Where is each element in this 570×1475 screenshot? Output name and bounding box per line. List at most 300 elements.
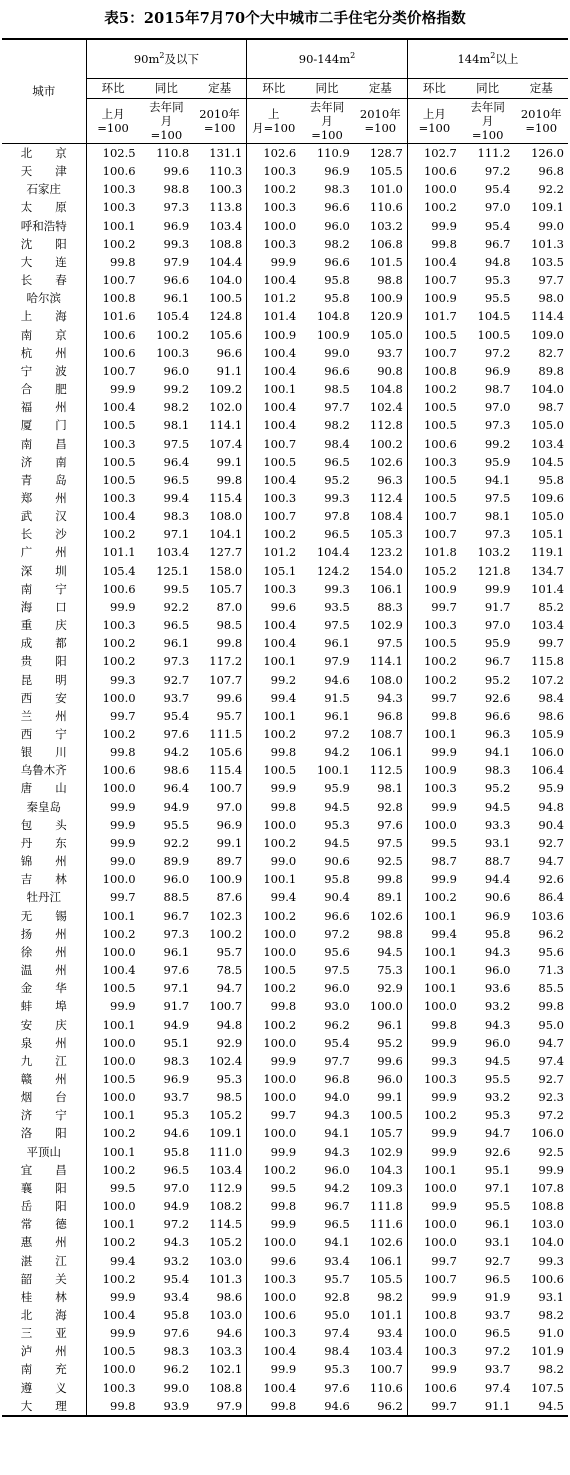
- index-value: 100.0: [247, 1088, 301, 1106]
- index-value: 95.4: [163, 708, 190, 723]
- index-value: 107.4: [209, 436, 243, 451]
- sub-header-mom: 环比: [407, 79, 461, 99]
- table-row: [2, 307, 568, 325]
- city-name: 三 亚: [20, 1326, 67, 1341]
- index-value: 94.6: [216, 1326, 243, 1341]
- index-value: 94.2: [324, 745, 350, 760]
- index-value: 100.5: [369, 1108, 403, 1123]
- index-value: 98.6: [538, 708, 564, 723]
- index-value: 100.7: [86, 271, 140, 289]
- index-value: 99.7: [407, 689, 461, 707]
- index-value: 100.5: [407, 489, 461, 507]
- index-value: 104.8: [316, 309, 350, 324]
- index-value: 99.9: [407, 1197, 461, 1215]
- table-row: [2, 580, 568, 598]
- table-row: [2, 471, 568, 489]
- index-value: 94.5: [377, 944, 403, 959]
- index-value: 94.8: [484, 254, 511, 269]
- table-row: [2, 289, 568, 307]
- index-value: 104.1: [209, 527, 243, 542]
- index-value: 104.4: [209, 254, 243, 269]
- index-value: 96.6: [324, 908, 350, 923]
- index-value: 97.6: [163, 727, 190, 741]
- index-value: 100.0: [407, 997, 461, 1015]
- table-row: [2, 1143, 568, 1161]
- index-value: 95.2: [484, 781, 511, 796]
- index-value: 99.3: [407, 1052, 461, 1070]
- index-value: 100.0: [247, 217, 301, 235]
- index-value: 93.7: [163, 1090, 190, 1105]
- index-value: 82.7: [538, 345, 564, 360]
- city-name: 兰 州: [20, 708, 67, 723]
- index-value: 117.2: [209, 654, 243, 669]
- index-value: 100.0: [86, 943, 140, 961]
- index-value: 115.4: [209, 490, 243, 505]
- index-value: 104.5: [531, 454, 564, 469]
- index-value: 91.0: [538, 1326, 564, 1341]
- index-value: 100.9: [407, 580, 461, 598]
- index-value: 96.3: [484, 727, 511, 741]
- city-name: 上 海: [20, 309, 67, 324]
- index-value: 99.9: [407, 1143, 461, 1161]
- index-value: 98.0: [538, 291, 564, 306]
- index-value: 100.1: [316, 763, 350, 778]
- table-row: [2, 598, 568, 616]
- index-value: 120.9: [369, 309, 403, 324]
- index-value: 98.1: [163, 418, 190, 433]
- index-value: 94.9: [163, 1199, 190, 1214]
- city-name: 西 安: [20, 690, 67, 705]
- index-value: 97.5: [377, 835, 403, 850]
- index-value: 92.8: [377, 799, 403, 814]
- city-name: 合 肥: [20, 382, 67, 397]
- index-value: 100.6: [86, 580, 140, 598]
- index-value: 102.5: [86, 144, 140, 163]
- table-row: [2, 852, 568, 870]
- table-body: [2, 144, 568, 1416]
- index-value: 99.8: [538, 999, 564, 1014]
- index-value: 100.9: [316, 327, 350, 342]
- index-value: 78.5: [216, 963, 243, 978]
- index-value: 128.7: [369, 146, 403, 160]
- index-value: 101.2: [247, 543, 301, 561]
- index-value: 92.7: [484, 1253, 511, 1268]
- index-value: 100.4: [247, 398, 301, 416]
- index-value: 99.9: [86, 997, 140, 1015]
- index-value: 101.3: [531, 236, 564, 251]
- index-value: 93.9: [140, 1397, 194, 1416]
- index-value: 99.6: [377, 1053, 403, 1068]
- index-value: 93.2: [484, 999, 511, 1014]
- index-value: 94.1: [484, 472, 511, 487]
- city-name: 遵 义: [20, 1380, 67, 1395]
- index-value: 109.0: [531, 327, 564, 342]
- table-row: [2, 834, 568, 852]
- index-value: 105.0: [369, 327, 403, 342]
- index-value: 93.2: [484, 1090, 511, 1105]
- index-value: 100.4: [247, 1379, 301, 1397]
- index-value: 99.4: [247, 888, 301, 906]
- city-name: 安 庆: [20, 1017, 67, 1032]
- index-value: 92.5: [538, 1144, 564, 1159]
- index-value: 103.0: [531, 1217, 564, 1232]
- index-value: 100.0: [407, 1179, 461, 1197]
- index-value: 114.1: [209, 418, 243, 433]
- table-row: [2, 1215, 568, 1233]
- index-value: 105.2: [209, 1108, 243, 1123]
- index-value: 94.7: [538, 854, 564, 869]
- city-name: 西 宁: [20, 727, 67, 741]
- index-value: 98.4: [324, 436, 350, 451]
- index-value: 99.9: [407, 1360, 461, 1378]
- city-name: 南 昌: [20, 436, 67, 451]
- index-value: 96.0: [163, 872, 190, 887]
- index-value: 94.3: [163, 1235, 190, 1250]
- index-value: 102.6: [369, 1235, 403, 1250]
- index-value: 154.0: [369, 563, 403, 578]
- index-value: 100.4: [86, 507, 140, 525]
- index-value: 99.8: [407, 1016, 461, 1034]
- table-row: [2, 961, 568, 979]
- index-value: 96.0: [324, 1162, 350, 1177]
- unit-header-mom: 上 月=100: [247, 99, 301, 144]
- index-value: 100.2: [407, 652, 461, 670]
- index-value: 100.3: [86, 489, 140, 507]
- index-value: 96.6: [216, 345, 243, 360]
- unit-header-base: 2010年 =100: [354, 99, 408, 144]
- index-value: 106.1: [369, 581, 403, 596]
- index-value: 100.0: [86, 689, 140, 707]
- index-value: 96.6: [324, 200, 350, 215]
- index-value: 96.2: [324, 1017, 350, 1032]
- index-value: 114.5: [209, 1217, 243, 1232]
- index-value: 99.8: [247, 743, 301, 761]
- index-value: 88.5: [163, 890, 190, 905]
- table-row: [2, 198, 568, 216]
- table-row: [2, 743, 568, 761]
- index-value: 109.1: [531, 200, 564, 215]
- table-row: [2, 907, 568, 925]
- index-value: 91.5: [324, 690, 350, 705]
- index-value: 94.5: [324, 835, 350, 850]
- table-row: [2, 435, 568, 453]
- index-value: 99.0: [324, 345, 350, 360]
- city-name: 长 春: [20, 273, 67, 288]
- index-value: 99.2: [247, 671, 301, 689]
- index-value: 101.1: [369, 1308, 403, 1322]
- index-value: 134.7: [531, 563, 564, 578]
- index-value: 105.1: [531, 527, 564, 542]
- index-value: 97.2: [484, 1344, 511, 1359]
- index-value: 94.9: [163, 1017, 190, 1032]
- index-value: 102.3: [209, 908, 243, 923]
- index-value: 75.3: [377, 963, 403, 978]
- city-name: 岳 阳: [20, 1199, 67, 1214]
- index-value: 98.7: [484, 382, 511, 397]
- index-value: 99.9: [407, 1034, 461, 1052]
- index-value: 96.1: [163, 291, 190, 306]
- index-value: 100.3: [247, 198, 301, 216]
- table-row: [2, 398, 568, 416]
- index-value: 100.7: [407, 525, 461, 543]
- index-value: 100.3: [86, 180, 140, 198]
- index-value: 99.9: [247, 1143, 301, 1161]
- index-value: 111.6: [369, 1217, 403, 1232]
- index-value: 101.4: [247, 307, 301, 325]
- index-value: 98.7: [407, 852, 461, 870]
- index-value: 100.9: [407, 761, 461, 779]
- index-value: 107.8: [531, 1180, 564, 1195]
- index-value: 99.7: [86, 707, 140, 725]
- index-value: 99.8: [86, 253, 140, 271]
- index-value: 91.1: [461, 1397, 515, 1416]
- index-value: 100.4: [247, 271, 301, 289]
- city-name: 银 川: [20, 745, 67, 760]
- index-value: 95.5: [484, 1199, 511, 1214]
- index-value: 113.8: [209, 200, 243, 215]
- table-row: [2, 689, 568, 707]
- index-value: 92.6: [484, 1144, 511, 1159]
- index-value: 96.3: [377, 472, 403, 487]
- index-value: 99.5: [407, 834, 461, 852]
- index-value: 89.9: [163, 854, 190, 869]
- index-value: 98.1: [484, 509, 511, 524]
- group-header-90-144: $90-144m^2$: [247, 39, 408, 79]
- index-value: 99.3: [163, 236, 190, 251]
- index-value: 96.0: [324, 218, 350, 233]
- index-value: 96.9: [484, 908, 511, 923]
- index-value: 97.7: [538, 273, 564, 288]
- index-value: 104.3: [369, 1162, 403, 1177]
- index-value: 100.2: [86, 1270, 140, 1288]
- index-value: 115.8: [531, 654, 564, 669]
- index-value: 99.4: [86, 1252, 140, 1270]
- index-value: 100.5: [86, 1070, 140, 1088]
- index-value: 88.3: [377, 599, 403, 614]
- index-value: 106.1: [369, 745, 403, 760]
- index-value: 95.4: [163, 1271, 190, 1286]
- city-name: 宜 昌: [20, 1162, 67, 1177]
- index-value: 97.3: [484, 527, 511, 542]
- index-value: 104.5: [477, 309, 511, 324]
- city-name: 深 圳: [20, 563, 67, 578]
- table-row: [2, 888, 568, 906]
- index-value: 100.3: [86, 435, 140, 453]
- index-value: 95.1: [163, 1035, 190, 1050]
- index-value: 99.9: [86, 834, 140, 852]
- index-value: 99.9: [538, 1162, 564, 1177]
- index-value: 95.4: [484, 182, 511, 197]
- table-row: [2, 943, 568, 961]
- city-name: 九 江: [20, 1053, 67, 1068]
- city-name: 乌鲁木齐: [20, 763, 67, 778]
- index-value: 100.9: [407, 289, 461, 307]
- city-name: 沈 阳: [20, 236, 67, 251]
- index-value: 93.1: [484, 1235, 511, 1250]
- city-name: 平顶山: [26, 1144, 62, 1159]
- index-value: 100.0: [407, 1324, 461, 1342]
- index-value: 95.8: [324, 273, 350, 288]
- city-name: 温 州: [20, 963, 67, 978]
- index-value: 95.7: [216, 708, 243, 723]
- unit-header-base: 2010年 =100: [514, 99, 568, 144]
- index-value: 97.9: [324, 654, 350, 669]
- sub-header-mom: 环比: [86, 79, 140, 99]
- index-value: 100.6: [86, 761, 140, 779]
- index-value: 100.7: [86, 362, 140, 380]
- index-value: 105.5: [369, 164, 403, 179]
- table-row: [2, 162, 568, 180]
- index-value: 92.3: [538, 1090, 564, 1105]
- index-value: 100.0: [247, 1288, 301, 1306]
- index-value: 97.0: [484, 400, 511, 415]
- index-value: 96.1: [163, 636, 190, 651]
- index-value: 100.4: [86, 1306, 140, 1324]
- index-value: 93.7: [484, 1362, 511, 1377]
- index-value: 96.9: [163, 1071, 190, 1086]
- index-value: 98.5: [216, 618, 243, 633]
- index-value: 98.3: [163, 1053, 190, 1068]
- table-row: [2, 271, 568, 289]
- index-value: 97.0: [163, 1180, 190, 1195]
- index-value: 100.1: [86, 1016, 140, 1034]
- index-value: 96.1: [324, 636, 350, 651]
- index-value: 103.3: [209, 1344, 243, 1359]
- table-row: [2, 979, 568, 997]
- index-value: 98.6: [163, 763, 190, 778]
- index-value: 99.3: [324, 490, 350, 505]
- sub-header-yoy: 同比: [300, 79, 354, 99]
- index-value: 100.0: [407, 180, 461, 198]
- index-value: 101.3: [209, 1271, 243, 1286]
- city-name: 石家庄: [26, 182, 62, 197]
- index-value: 96.4: [163, 781, 190, 796]
- index-value: 93.1: [484, 835, 511, 850]
- index-value: 100.0: [86, 1034, 140, 1052]
- index-value: 99.1: [216, 835, 243, 850]
- index-value: 106.0: [531, 1126, 564, 1141]
- city-name: 重 庆: [20, 618, 67, 633]
- index-value: 100.4: [247, 634, 301, 652]
- index-value: 95.2: [484, 672, 511, 687]
- index-value: 98.2: [377, 1289, 403, 1304]
- unit-header-base: 2010年 =100: [193, 99, 247, 144]
- index-value: 100.2: [86, 235, 140, 253]
- index-value: 100.5: [407, 471, 461, 489]
- index-value: 97.3: [163, 200, 190, 215]
- index-value: 71.3: [538, 963, 564, 978]
- unit-header-mom: 上月 =100: [86, 99, 140, 144]
- index-value: 95.4: [484, 218, 511, 233]
- index-value: 89.8: [538, 363, 564, 378]
- table-row: [2, 1397, 568, 1416]
- table-row: [2, 1197, 568, 1215]
- index-value: 101.5: [369, 254, 403, 269]
- index-value: 99.4: [407, 925, 461, 943]
- city-name: 南 宁: [20, 581, 67, 596]
- index-value: 104.4: [316, 545, 350, 560]
- index-value: 100.3: [247, 580, 301, 598]
- index-value: 101.1: [86, 543, 140, 561]
- index-value: 93.7: [484, 1308, 511, 1322]
- index-value: 108.4: [369, 509, 403, 524]
- index-value: 96.2: [163, 1362, 190, 1377]
- index-value: 99.9: [86, 1288, 140, 1306]
- city-column-header: 城市: [32, 84, 56, 98]
- index-value: 92.7: [163, 672, 190, 687]
- index-value: 100.3: [247, 1270, 301, 1288]
- index-value: 105.4: [86, 562, 140, 580]
- index-value: 100.5: [86, 416, 140, 434]
- index-value: 96.9: [216, 817, 243, 832]
- index-value: 98.8: [163, 182, 190, 197]
- table-row: [2, 235, 568, 253]
- index-value: 100.1: [86, 1106, 140, 1124]
- index-value: 100.1: [86, 907, 140, 925]
- index-value: 94.3: [324, 1108, 350, 1123]
- index-value: 97.2: [324, 926, 350, 941]
- table-row: [2, 507, 568, 525]
- index-value: 109.6: [531, 490, 564, 505]
- index-value: 105.2: [209, 1235, 243, 1250]
- index-value: 105.0: [531, 509, 564, 524]
- index-value: 96.9: [324, 164, 350, 179]
- index-value: 100.0: [86, 779, 140, 797]
- index-value: 91.1: [216, 363, 243, 378]
- index-value: 105.3: [369, 527, 403, 542]
- index-value: 97.2: [324, 727, 350, 741]
- index-value: 100.2: [247, 834, 301, 852]
- index-value: 108.7: [369, 727, 403, 741]
- index-value: 99.5: [163, 581, 190, 596]
- table-row: [2, 1270, 568, 1288]
- index-value: 99.1: [216, 454, 243, 469]
- index-value: 94.8: [216, 1017, 243, 1032]
- index-value: 99.9: [484, 581, 511, 596]
- table-row: [2, 761, 568, 779]
- index-value: 93.7: [377, 345, 403, 360]
- index-value: 99.7: [86, 888, 140, 906]
- index-value: 92.2: [163, 599, 190, 614]
- index-value: 125.1: [156, 563, 190, 578]
- index-value: 100.2: [247, 1161, 301, 1179]
- index-value: 99.8: [86, 743, 140, 761]
- index-value: 102.4: [209, 1053, 243, 1068]
- index-value: 103.4: [209, 1162, 243, 1177]
- index-value: 99.8: [247, 1397, 301, 1416]
- index-value: 90.6: [484, 890, 511, 905]
- unit-header-yoy: 去年同 月 =100: [300, 99, 354, 144]
- index-value: 121.8: [477, 563, 511, 578]
- group-header-under-90: $90m^2$及以下: [86, 39, 247, 79]
- city-name: 大 理: [2, 1397, 86, 1416]
- table-row: [2, 1252, 568, 1270]
- index-value: 100.6: [407, 435, 461, 453]
- index-value: 97.9: [163, 254, 190, 269]
- index-value: 100.9: [369, 291, 403, 306]
- index-value: 92.8: [324, 1289, 350, 1304]
- index-value: 99.8: [407, 235, 461, 253]
- index-value: 95.9: [484, 636, 511, 651]
- index-value: 99.8: [86, 1397, 140, 1416]
- index-value: 103.4: [156, 545, 190, 560]
- index-value: 94.2: [324, 1180, 350, 1195]
- table-row: [2, 816, 568, 834]
- index-value: 94.6: [324, 672, 350, 687]
- index-value: 110.9: [316, 146, 350, 160]
- index-value: 99.8: [216, 472, 243, 487]
- index-value: 94.6: [163, 1126, 190, 1141]
